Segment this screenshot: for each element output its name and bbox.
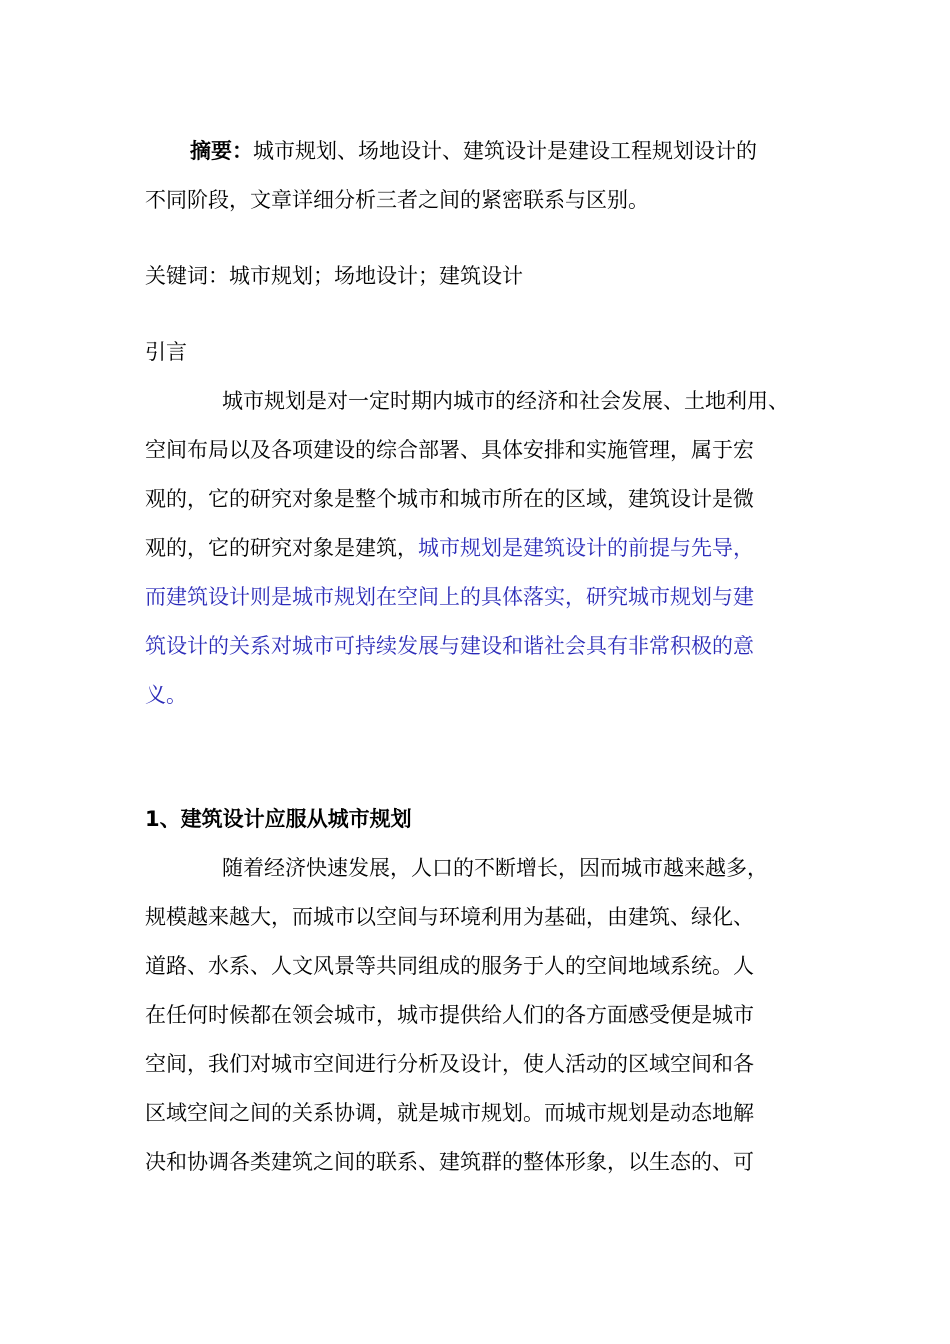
section1-line-2: 规模越来越大，而城市以空间与环境利用为基础，由建筑、绿化、 [145, 905, 754, 929]
intro-line-4-black: 观的，它的研究对象是建筑， [145, 536, 418, 560]
section1-line-1: 随着经济快速发展，人口的不断增长，因而城市越来越多， [222, 856, 768, 880]
section1-line-7: 决和协调各类建筑之间的联系、建筑群的整体形象，以生态的、可 [145, 1150, 754, 1174]
abstract-line-1 [190, 136, 757, 166]
intro-line-2: 空间布局以及各项建设的综合部署、具体安排和实施管理，属于宏 [145, 438, 754, 462]
intro-line-6: 筑设计的关系对城市可持续发展与建设和谐社会具有非常积极的意 [145, 634, 754, 658]
intro-heading: 引言 [145, 340, 187, 364]
keywords-line [145, 261, 523, 291]
section1-line-5: 空间，我们对城市空间进行分析及设计，使人活动的区域空间和各 [145, 1052, 754, 1076]
intro-line-4-blue: 城市规划是建筑设计的前提与先导， [418, 536, 754, 560]
abstract-line-2: 不同阶段，文章详细分析三者之间的紧密联系与区别。 [145, 188, 649, 212]
intro-line-7: 义。 [145, 683, 187, 707]
keywords-text: 城市规划；场地设计；建筑设计 [229, 264, 523, 288]
section1-line-3: 道路、水系、人文风景等共同组成的服务于人的空间地域系统。人 [145, 954, 754, 978]
intro-line-5: 而建筑设计则是城市规划在空间上的具体落实，研究城市规划与建 [145, 585, 754, 609]
section1-line-4: 在任何时候都在领会城市，城市提供给人们的各方面感受便是城市 [145, 1003, 754, 1027]
section1-line-6: 区域空间之间的关系协调，就是城市规划。而城市规划是动态地解 [145, 1101, 754, 1125]
abstract-label: 摘要： [190, 139, 253, 163]
abstract-text-1: 城市规划、场地设计、建筑设计是建设工程规划设计的 [253, 139, 757, 163]
intro-line-1: 城市规划是对一定时期内城市的经济和社会发展、土地利用、 [222, 389, 789, 413]
intro-line-3: 观的，它的研究对象是整个城市和城市所在的区域，建筑设计是微 [145, 487, 754, 511]
keywords-label: 关键词： [145, 264, 229, 288]
section1-heading: 1、建筑设计应服从城市规划 [145, 807, 412, 831]
intro-line-4 [145, 533, 754, 563]
